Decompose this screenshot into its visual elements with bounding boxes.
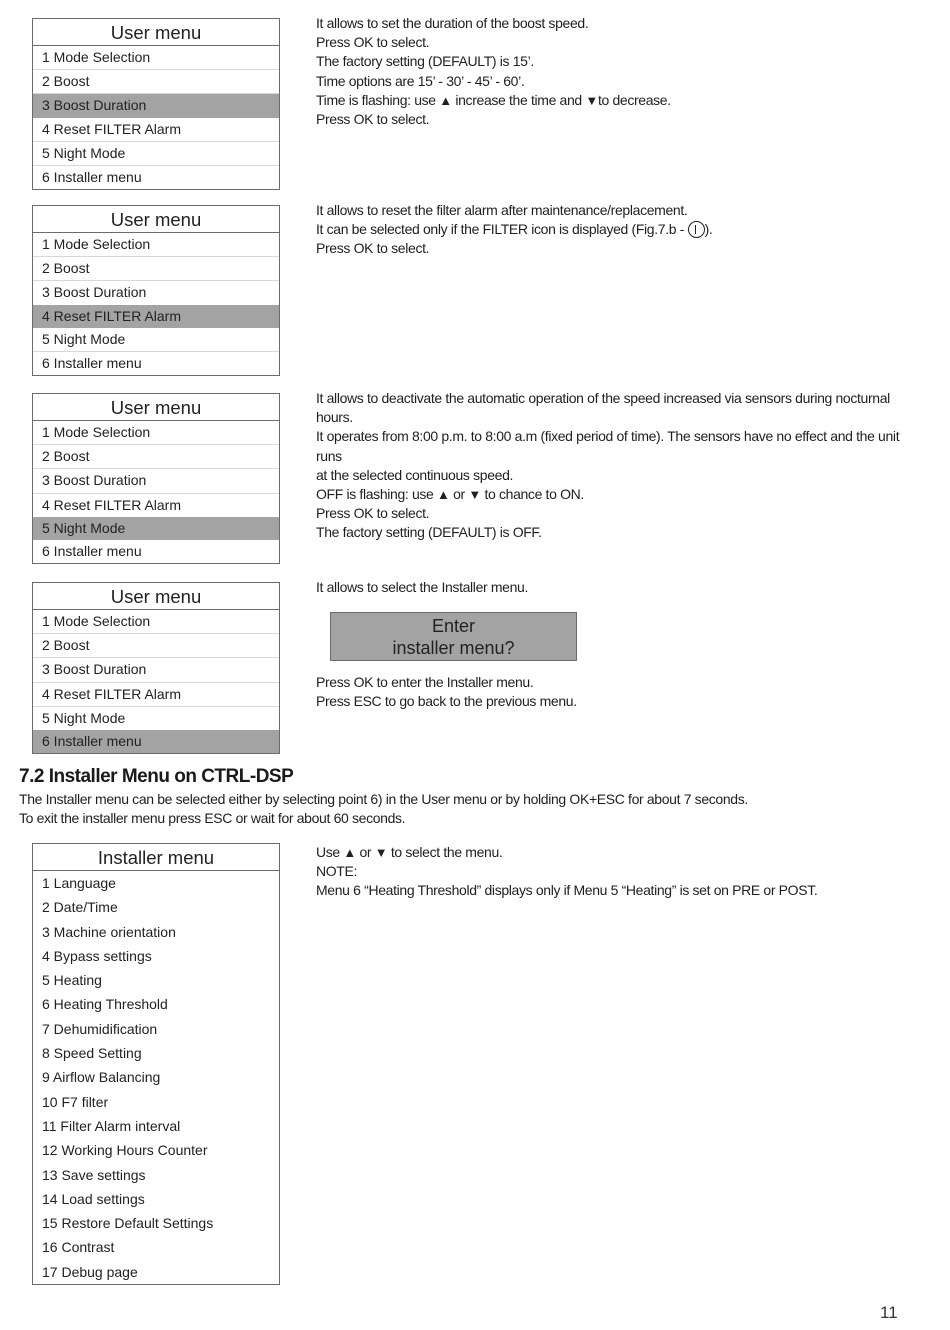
installer-ok-esc-description xyxy=(316,673,926,711)
desc-line-filter xyxy=(316,220,926,239)
desc-line: It allows to set the duration of the boost speed. xyxy=(316,15,589,31)
desc-line: Press ESC to go back to the previous menu. xyxy=(316,693,577,710)
desc-text: It can be selected only if the FILTER icon is displayed (Fig.7.b - xyxy=(316,221,688,238)
menu-item-boost: 2 Boost xyxy=(33,634,279,658)
installer-select-description xyxy=(316,578,926,597)
menu-item-boost: 2 Boost xyxy=(33,445,279,469)
desc-text: ). xyxy=(704,221,713,238)
desc-line: Press OK to select. xyxy=(316,34,430,51)
user-menu-title: User menu xyxy=(33,206,279,233)
intro-line: To exit the installer menu press ESC or wait for about 60 seconds. xyxy=(19,810,406,827)
desc-line: Press OK to select. xyxy=(316,111,430,128)
night-mode-description xyxy=(316,389,926,543)
menu-item-save-settings: 13 Save settings xyxy=(42,1166,146,1183)
menu-item-boost-duration: 3 Boost Duration xyxy=(33,469,279,493)
menu-item-installer-menu: 6 Installer menu xyxy=(42,542,142,559)
intro-line: The Installer menu can be selected either by selecting point 6) in the User menu or by holding OK+ESC for about 7 seconds. xyxy=(19,791,748,807)
menu-item-night-mode: 5 Night Mode xyxy=(42,709,126,726)
menu-item-debug-page: 17 Debug page xyxy=(42,1263,138,1280)
enter-installer-prompt xyxy=(330,612,577,661)
desc-line-flashing xyxy=(316,91,926,110)
menu-item-bypass-settings: 4 Bypass settings xyxy=(42,947,152,964)
filter-icon xyxy=(688,221,705,238)
menu-item-boost-duration: 3 Boost Duration xyxy=(33,658,279,682)
user-menu-title: User menu xyxy=(33,19,279,46)
menu-item-night-mode-selected: 5 Night Mode xyxy=(33,517,279,540)
desc-line: NOTE: xyxy=(316,863,358,880)
desc-text: to select the menu. xyxy=(387,844,503,860)
menu-item-mode-selection: 1 Mode Selection xyxy=(33,233,279,257)
menu-item-night-mode: 5 Night Mode xyxy=(33,142,279,166)
page-number: 11 xyxy=(880,1303,898,1322)
menu-item-filter-alarm-interval: 11 Filter Alarm interval xyxy=(42,1117,181,1134)
desc-text: increase the time and xyxy=(451,91,586,108)
menu-item-restore-default-settings: 15 Restore Default Settings xyxy=(42,1215,214,1232)
up-arrow-icon: ▲ xyxy=(343,845,356,860)
desc-line-use xyxy=(316,843,926,862)
desc-text: Time is flashing: use xyxy=(316,91,440,108)
menu-item-reset-filter-alarm: 4 Reset FILTER Alarm xyxy=(33,118,279,142)
desc-line: Press OK to select. xyxy=(316,505,430,522)
menu-item-reset-filter-alarm-selected: 4 Reset FILTER Alarm xyxy=(33,305,279,328)
desc-line: at the selected continuous speed. xyxy=(316,466,514,483)
installer-menu-description xyxy=(316,843,926,901)
desc-text: or xyxy=(449,486,469,503)
desc-line: Press OK to select. xyxy=(316,240,430,257)
user-menu-box-night-mode xyxy=(32,393,280,564)
installer-menu-title: Installer menu xyxy=(33,844,279,871)
menu-item-date-time: 2 Date/Time xyxy=(42,899,118,916)
menu-item-mode-selection: 1 Mode Selection xyxy=(33,610,279,634)
menu-item-boost-duration: 3 Boost Duration xyxy=(42,284,147,301)
desc-line: The factory setting (DEFAULT) is 15’. xyxy=(316,53,534,70)
down-arrow-icon: ▼ xyxy=(374,845,388,860)
user-menu-box-boost-duration xyxy=(32,18,280,190)
menu-item-boost: 2 Boost xyxy=(33,70,279,94)
menu-item-boost-duration-selected: 3 Boost Duration xyxy=(33,94,279,117)
menu-item-speed-setting: 8 Speed Setting xyxy=(42,1045,142,1062)
menu-item-mode-selection: 1 Mode Selection xyxy=(33,421,279,445)
section-heading: 7.2 Installer Menu on CTRL-DSP xyxy=(19,766,294,787)
menu-item-installer-menu-selected: 6 Installer menu xyxy=(33,730,279,753)
menu-item-heating: 5 Heating xyxy=(42,972,102,989)
desc-line: It operates from 8:00 p.m. to 8:00 a.m (fixed period of time). The sensors have no effect and the unit runs xyxy=(316,428,900,464)
menu-item-installer-menu: 6 Installer menu xyxy=(42,354,142,371)
menu-item-machine-orientation: 3 Machine orientation xyxy=(42,923,176,940)
desc-text: Use xyxy=(316,844,344,860)
desc-line-flashing xyxy=(316,485,926,504)
menu-item-installer-menu: 6 Installer menu xyxy=(42,168,142,185)
prompt-line: installer menu? xyxy=(392,638,515,658)
desc-text: to chance to ON. xyxy=(480,486,584,503)
prompt-line: Enter xyxy=(431,616,476,636)
menu-item-boost: 2 Boost xyxy=(33,257,279,281)
desc-line: Press OK to enter the Installer menu. xyxy=(316,674,534,690)
menu-item-load-settings: 14 Load settings xyxy=(42,1190,145,1207)
menu-item-heating-threshold: 6 Heating Threshold xyxy=(42,996,168,1013)
menu-item-reset-filter-alarm: 4 Reset FILTER Alarm xyxy=(33,683,279,707)
menu-item-contrast: 16 Contrast xyxy=(42,1239,115,1256)
menu-item-dehumidification: 7 Dehumidification xyxy=(42,1020,158,1037)
desc-text: or xyxy=(355,844,375,860)
desc-text: to decrease. xyxy=(597,91,671,108)
menu-item-airflow-balancing: 9 Airflow Balancing xyxy=(42,1069,161,1086)
desc-line: It allows to reset the filter alarm after maintenance/replacement. xyxy=(316,202,688,218)
desc-line: It allows to deactivate the automatic operation of the speed increased via sensors during nocturnal hours. xyxy=(316,390,890,426)
menu-item-language: 1 Language xyxy=(42,875,116,891)
section-intro xyxy=(19,790,919,828)
menu-item-mode-selection: 1 Mode Selection xyxy=(33,46,279,70)
menu-item-working-hours-counter: 12 Working Hours Counter xyxy=(42,1142,208,1159)
user-menu-box-installer xyxy=(32,582,280,754)
up-arrow-icon: ▲ xyxy=(439,92,452,108)
desc-line: The factory setting (DEFAULT) is OFF. xyxy=(316,524,542,541)
menu-item-reset-filter-alarm: 4 Reset FILTER Alarm xyxy=(42,496,182,513)
desc-line: Menu 6 “Heating Threshold” displays only if Menu 5 “Heating” is set on PRE or POST. xyxy=(316,882,818,899)
down-arrow-icon: ▼ xyxy=(585,92,598,108)
down-arrow-icon: ▼ xyxy=(468,487,481,503)
user-menu-title: User menu xyxy=(33,583,279,610)
desc-line: Time options are 15’ - 30’ - 45’ - 60’. xyxy=(316,72,525,89)
menu-item-f7-filter: 10 F7 filter xyxy=(42,1093,109,1110)
user-menu-box-reset-filter xyxy=(32,205,280,376)
desc-line: It allows to select the Installer menu. xyxy=(316,579,529,595)
up-arrow-icon: ▲ xyxy=(437,487,450,503)
boost-duration-description xyxy=(316,14,926,129)
desc-text: OFF is flashing: use xyxy=(316,486,438,503)
menu-item-night-mode: 5 Night Mode xyxy=(33,328,279,352)
reset-filter-description xyxy=(316,201,926,259)
user-menu-title: User menu xyxy=(33,394,279,421)
installer-menu-box xyxy=(32,843,280,1285)
